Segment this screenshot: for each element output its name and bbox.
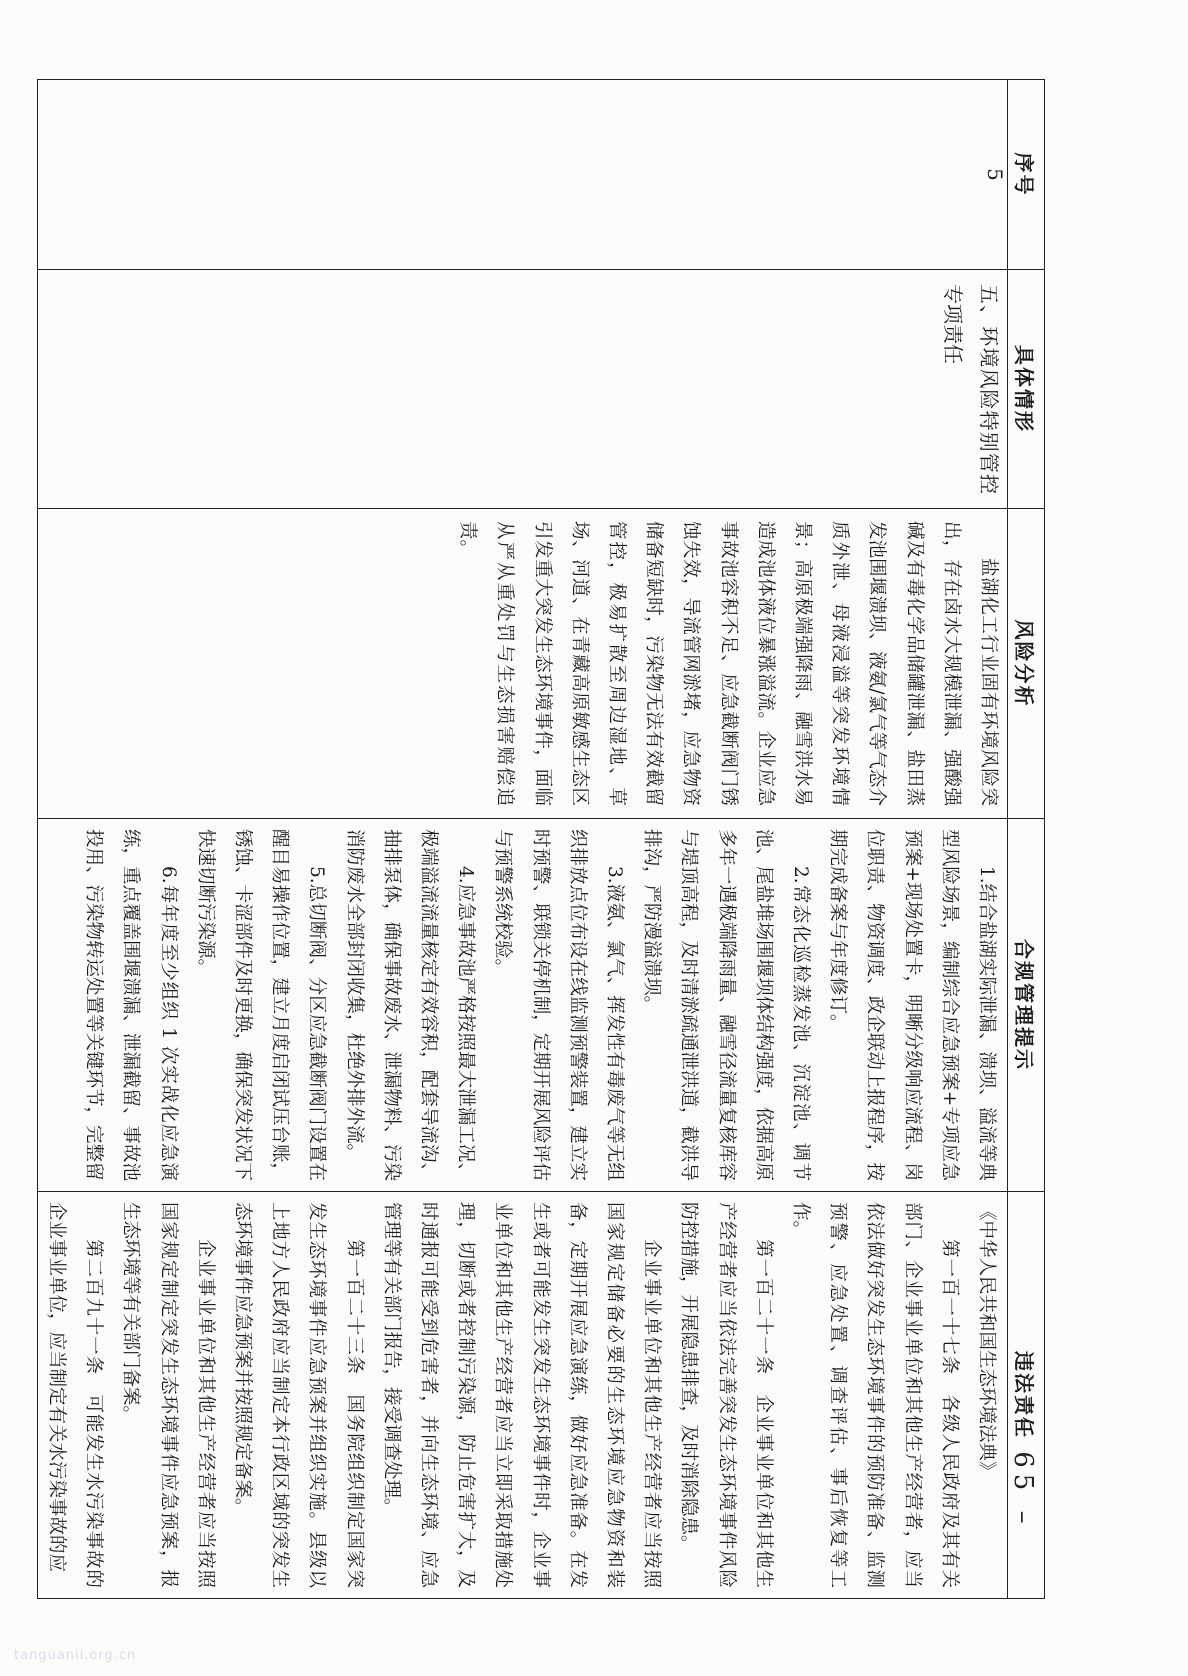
risk-analysis-text: 盐湖化工行业固有环境风险突出，存在卤水大规模泄漏、强酸强碱及有毒化学品储罐泄漏、盐田蒸发池围堰溃坝、液氨/氯气等气态介质外泄、母液浸溢等突发环境情景；高原极端强降雨、融雪洪水易造成池体液位暴涨溢流。企业应急事故池容积不足、应急截断阀门锈蚀失效，导流管网淤堵，应急物资储备短缺时，污染物无法有效截留管控，极易扩散至周边湿地、草场、河道、在青藏高原敏感生态区引发重大突发生态环境事件，面临从严从重处罚与生态损害赔偿追责。 <box>457 521 999 806</box>
law-article: 第一百二十一条 企业事业单位和其他生产经营者应当依法完善突发生态环境事件风险防控措施，开展隐患排查，及时消除隐患。 <box>678 1202 774 1588</box>
cell-compliance-tips <box>37 819 1007 1192</box>
law-article: 企业事业单位和其他生产经营者应当按照国家规定制定突发生态环境事件应急预案，报生态环境等有关部门备案。 <box>120 1202 216 1588</box>
law-article: 第一百二十三条 国务院组织制定国家突发生态环境事件应急预案并组织实施。县级以上地方人民政府应当制定本行政区域的突发生态环境事件应急预案并按照规定备案。 <box>231 1202 365 1588</box>
specific-case-text: 五、环境风险特别管控专项责任 <box>941 284 1001 494</box>
watermark: tanguanli.org.cn <box>14 1648 137 1663</box>
header-specific-case: 具体情形 <box>1008 270 1045 509</box>
law-title: 《中华人民共和国生态环境法典》 <box>976 1202 997 1480</box>
compliance-item: 4.应急事故池严格按照最大泄漏工况、极端溢流流量核定有效容积，配套导流沟、抽排泵体，确保事故废水、泄漏物料、污染消防废水全部封闭收集，杜绝外排外流。 <box>343 829 477 1181</box>
compliance-item: 2.常态化巡检蒸发池、沉淀池、调节池、尾盐堆场围堰坝体结构强度，依据高原多年一遇极端降雨量、融雪径流量复核库容与堤顶高程，及时清淤疏通泄洪道，截洪导排沟，严防漫溢溃坝。 <box>641 829 811 1181</box>
compliance-item: 6.每年度至少组织 1 次实战化应急演练，重点覆盖围堰溃漏、泄漏截留、事故池投用、污染物转运处置等关键环节，完整留 <box>83 829 179 1181</box>
compliance-item: 5.总切断阀、分区应急截断阀门设置在醒目易操作位置，建立月度启闭试压台账，锈蚀、卡涩部件及时更换，确保突发状况下快速切断污染源。 <box>194 829 328 1181</box>
cell-legal-liability <box>37 1192 1007 1599</box>
compliance-item: 3.液氨、氯气、挥发性有毒废气等无组织排放点位布设在线监测预警装置，建立实时预警、联锁关停机制，定期开展风险评估与预警系统校验。 <box>492 829 625 1181</box>
regulation-table <box>37 79 1045 1599</box>
cell-specific-case <box>37 270 1007 509</box>
table-row <box>37 80 1007 1599</box>
header-compliance-tips: 合规管理提示 <box>1008 819 1045 1192</box>
law-article: 第一百一十七条 各级人民政府及其有关部门、企业事业单位和其他生产经营者，应当依法做好突发生态环境事件的预防准备、监测预警、应急处置、调查评估、事后恢复等工作。 <box>789 1202 960 1588</box>
header-serial-number: 序号 <box>1008 80 1045 270</box>
law-article: 企业事业单位和其他生产经营者应当按照国家规定储备必要的生态环境应急物资和装备，定期开展应急演练，做好应急准备。在发生或者可能发生突发生态环境事件时，企业事业单位和其他生产经营者应当立即采取措施处理，切断或者控制污染源，防止危害扩大，及时通报可能受到危害者，并向生态环境、应急管理等有关部门报告，接受调查处理。 <box>380 1202 663 1588</box>
cell-serial-number: 5 <box>37 80 1007 270</box>
page-number: – 65 – <box>1008 1418 1038 1530</box>
table-header <box>1008 80 1045 1599</box>
header-legal-liability: 违法责任 <box>1008 1192 1045 1599</box>
compliance-item: 1.结合盐湖实际泄漏、溃坝、溢流等典型风险场景，编制综合应急预案+专项应急预案+现场处置卡，明晰分级响应流程、岗位职责、物资调度、政企联动上报程序，按期完成备案与年度修订。 <box>827 829 997 1181</box>
header-risk-analysis: 风险分析 <box>1008 509 1045 819</box>
cell-risk-analysis <box>37 509 1007 819</box>
law-article: 第二百九十一条 可能发生水污染事故的企业事业单位，应当制定有关水污染事故的应 <box>45 1202 105 1588</box>
